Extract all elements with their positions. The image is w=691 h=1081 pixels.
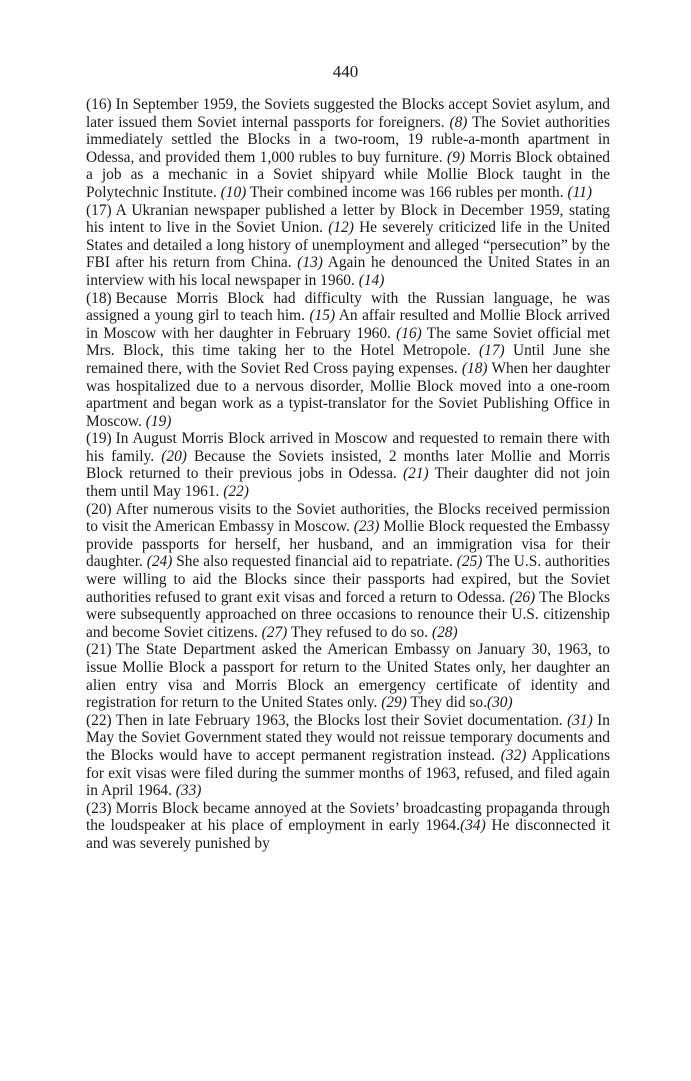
footnote-ref: (34) [460,817,486,835]
paragraph-text: The State Department asked the American Embassy on January 30, 1963, to issue Mollie Block a passport for return to the United States only, her daughter an alien entry visa and Morris Block an emergency certificate of identity and registration for return to the United States only. [86,641,610,712]
paragraph-text: In September 1959, the Soviets suggested the Blocks accept Soviet asylum, and later issued them Soviet internal passports for foreigners. [86,96,610,131]
paragraph-text: Their daughter did not join them until May 1961. [86,465,610,501]
paragraph-text: In May the Soviet Government stated they would not reissue temporary documents and the Blocks would have to accept permanent registration instead. [86,711,610,764]
paragraph [86,96,610,202]
footnote-ref: (32) [500,746,527,764]
paragraph [86,800,610,853]
paragraph-number: (19) [86,430,112,448]
footnote-ref: (29) [381,694,407,712]
footnote-ref: (26) [509,588,536,606]
paragraph-text: When her daughter was hospitalized due to a nervous disorder, Mollie Block moved into a one-room apartment and began work as a typist-translator for the Soviet Publishing Office in Moscow. [86,359,610,430]
footnote-ref: (11) [567,183,592,201]
paragraph [86,430,610,500]
footnote-ref: (33) [175,782,202,800]
footnote-ref: (9) [447,148,465,166]
paragraph-text: He disconnected it and was severely punished by [86,817,610,852]
paragraph-text: The Soviet authorities immediately settled the Blocks in a two-room, 19 ruble-a-month apartment in Odessa, and provided them 1,000 rubles to buy furniture. [86,113,610,166]
footnote-ref: (14) [358,271,385,289]
paragraph-text: Because Morris Block had difficulty with the Russian language, he was assigned a young girl to teach him. [86,289,610,325]
paragraph-text: The Blocks were subsequently approached on three occasions to renounce their U.S. citizenship and become Soviet citizens. [86,588,610,641]
footnote-ref: (17) [479,342,505,360]
footnote-ref: (19) [145,412,172,430]
paragraph-text: The U.S. authorities were willing to aid the Blocks since their passports had expired, but the Soviet authorities refused to grant exit visas and forced a return to Odessa. [86,553,611,606]
paragraph-number: (23) [86,799,112,817]
paragraph-text: An affair resulted and Mollie Block arrived in Moscow with her daughter in February 1960. [86,307,610,342]
paragraph [86,641,610,711]
paragraph-text: Again he denounced the United States in an interview with his local newspaper in 1960. [86,254,611,289]
paragraph-number: (20) [86,500,112,518]
paragraph-text: After numerous visits to the Soviet authorities, the Blocks received permission to visit the American Embassy in Moscow. [86,500,610,536]
footnote-ref: (31) [567,711,593,729]
footnote-ref: (10) [220,183,247,201]
paragraph-text: Morris Block obtained a job as a mechanic in a Soviet shipyard while Mollie Block taught in the Polytechnic Institute. [86,148,611,201]
footnote-ref: (28) [431,623,458,641]
footnote-ref: (25) [456,553,483,571]
footnote-ref: (24) [146,553,173,571]
paragraph-text: A Ukranian newspaper published a letter by Block in December 1959, stating his intent to live in the Soviet Union. [86,201,610,237]
paragraph-number: (16) [86,96,112,113]
paragraph-number: (22) [86,711,112,729]
paragraph-text: Morris Block became annoyed at the Soviets’ broadcasting propaganda through the loudspeaker at his place of employment in early 1964. [86,799,610,835]
footnote-ref: (13) [297,254,323,272]
paragraph-text: In August Morris Block arrived in Moscow and requested to remain there with his family. [86,430,610,465]
footnote-ref: (8) [449,113,468,131]
footnote-ref: (27) [261,623,288,641]
footnote-ref: (22) [223,483,249,501]
paragraph-text: They did so. [406,694,487,712]
paragraph-text: Until June she remained there, with the Soviet Red Cross paying expenses. [86,342,610,377]
footnote-ref: (15) [309,307,336,325]
page-number: 440 [332,62,359,81]
paragraph-text: She also requested financial aid to repatriate. [172,553,457,571]
footnote-ref: (16) [396,324,422,342]
paragraph [86,712,610,800]
footnote-ref: (12) [328,219,354,237]
paragraph-number: (17) [86,201,112,219]
paragraph-text: He severely criticized life in the United States and detailed a long history of unemployment and alleged “persecution” by the FBI after his return from China. [86,219,610,272]
paragraph-text: Mollie Block requested the Embassy provide passports for herself, her husband, and an immigration visa for their daughter. [86,518,611,571]
paragraph [86,202,610,290]
paragraph-text: Their combined income was 166 rubles per month. [246,183,568,201]
footnote-ref: (23) [353,518,380,536]
paragraph-text: Because the Soviets insisted, 2 months later Mollie and Morris Block returned to their previous jobs in Odessa. [86,447,610,483]
paragraph-text: Applications for exit visas were filed during the summer months of 1963, refused, and filed again in April 1964. [86,746,610,800]
paragraph [86,501,610,642]
paragraph [86,290,610,431]
footnote-ref: (18) [461,359,488,377]
footnote-ref: (20) [161,447,187,465]
document-body [86,96,610,853]
paragraph-text: The same Soviet official met Mrs. Block, this time taking her to the Hotel Metropole. [86,324,610,360]
paragraph-number: (21) [86,641,112,659]
paragraph-number: (18) [86,289,112,307]
footnote-ref: (21) [403,465,429,483]
paragraph-text: Then in late February 1963, the Blocks lost their Soviet documentation. [115,711,568,729]
footnote-ref: (30) [486,694,513,712]
paragraph-text: They refused to do so. [287,623,432,641]
